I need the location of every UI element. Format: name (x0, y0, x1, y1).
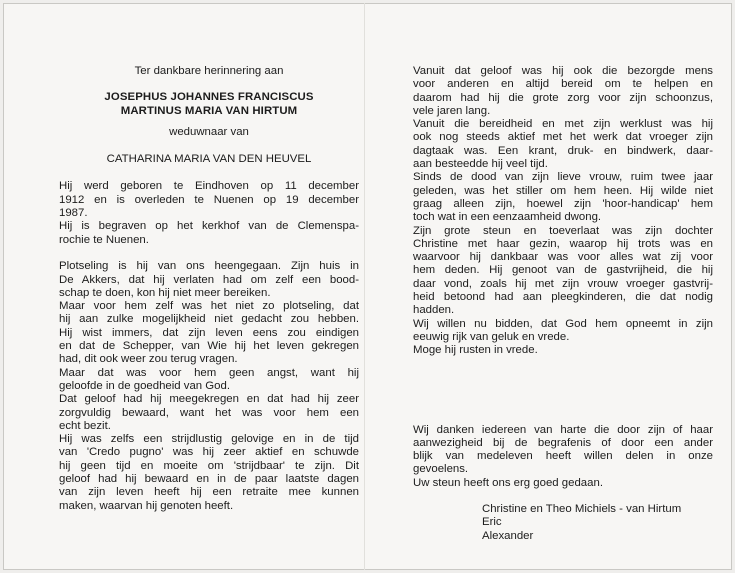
right-page (413, 65, 713, 543)
text-line: aanwezigheid bij de begrafenis of door een ander (413, 436, 713, 449)
signature-eric: Eric (482, 516, 502, 529)
rest-in-peace (413, 344, 713, 357)
text-line: Maar dat was voor hem geen angst, want hij (59, 366, 359, 379)
text-line: Sinds de dood van zijn lieve vrouw, ruim twee jaar (413, 171, 713, 184)
text-line: Hij is begraven op het kerkhof van de Clemenspa- (59, 220, 359, 233)
text-line: 1987. (59, 207, 88, 220)
deceased-name-line-2: MARTINUS MARIA VAN HIRTUM (120, 104, 298, 117)
paragraph (413, 65, 713, 118)
text-line: ook nog steeds aktief met het werk dat vroeger zijn (413, 131, 713, 144)
paragraph (413, 171, 713, 224)
text-line: gevoelens. (413, 463, 469, 476)
text-line: hadden. (413, 304, 455, 317)
paragraph (413, 225, 713, 318)
text-line: Uw steun heeft ons erg goed gedaan. (413, 476, 603, 489)
birth-death-paragraph (59, 180, 359, 220)
text-line: graag alleen zijn, hoewel zijn 'hoor-handicap' hem (413, 197, 713, 210)
text-line: voor anderen en altijd bereid om te helpen en (413, 78, 713, 91)
text-line: geloofde in de goedheid van God. (59, 379, 230, 392)
text-line: Hij was zelfs een strijdlustig gelovige en in de tijd (59, 433, 359, 446)
text-line: hij aan zulke mogelijkheid niet gedacht zou hebben. (59, 313, 359, 326)
text-line: en dat de Schepper, van Wie hij het leven gekregen (59, 340, 359, 353)
text-line: waarvoor hij dankbaar was voor alles wat zij voor (413, 251, 713, 264)
text-line: schap te doen, kon hij niet meer bereiken. (59, 286, 271, 299)
left-page (59, 65, 359, 513)
text-line: Wij danken iedereen van harte die door zijn of haar (413, 423, 713, 436)
signature-alexander: Alexander (482, 529, 534, 542)
spouse-name: CATHARINA MARIA VAN DEN HEUVEL (106, 153, 312, 166)
text-line: toch wat in een eenzaamheid dwong. (413, 211, 602, 224)
text-line: 1912 en is overleden te Nuenen op 19 december (59, 193, 359, 206)
text-line: geloof had hij bewaard en in de paar laatste dagen (59, 473, 359, 486)
intro-line: Ter dankbare herinnering aan (134, 65, 284, 77)
text-line: rochie te Nuenen. (59, 233, 149, 246)
paragraph (59, 433, 359, 513)
text-line: eeuwig rijk van geluk en vrede. (413, 330, 570, 343)
text-line: aan besteedde hij veel tijd. (413, 158, 548, 171)
text-line: Maar voor hem zelf was het niet zo plotseling, dat (59, 300, 359, 313)
text-line: vele jaren lang. (413, 104, 491, 117)
text-line: geleden, was het stiller om hem heen. Hij wilde niet (413, 184, 713, 197)
text-line: Zijn grote steun en toeverlaat was zijn dochter (413, 224, 713, 237)
text-line: dagtaak was. Een krant, druk- en bindwerk, daar- (413, 144, 713, 157)
text-line: Plotseling is hij van ons heengegaan. Zijn huis in (59, 260, 359, 273)
widower-line: weduwnaar van (169, 125, 249, 138)
text-line: daar vond, zoals hij met zijn vrouw vroeger gastvrij- (413, 277, 713, 290)
text-line: had, dit ook weer zou terug vragen. (59, 353, 238, 366)
card-fold (364, 3, 365, 570)
burial-paragraph (59, 220, 359, 247)
text-line: van 'Credo pugno' was hij zeer aktief en schuwde (59, 446, 359, 459)
text-line: maken, waarvan hij genoten heeft. (59, 499, 234, 512)
text-line: Vanuit dat geloof was hij ook die bezorgde mens (413, 65, 713, 77)
text-line: blijk van medeleven heeft willen delen in onze (413, 450, 713, 463)
text-line: heid betoond had aan pleegkinderen, die dat nodig (413, 291, 713, 304)
text-line: hij geen tijd en moeite om 'strijdbaar' te zijn. Dit (59, 459, 359, 472)
paragraph (59, 393, 359, 433)
text-line: Hij werd geboren te Eindhoven op 11 december (59, 180, 359, 193)
text-line: zorgvuldig bewaard, want het was voor hem een (59, 406, 359, 419)
text-line: Hij wist immers, dat zijn leven eens zou eindigen (59, 326, 359, 339)
text-line: Wij willen nu bidden, dat God hem opneemt in zijn (413, 317, 713, 330)
deceased-name-line-1: JOSEPHUS JOHANNES FRANCISCUS (104, 91, 314, 104)
text-line: hem deden. Hij genoot van de gastvrijheid, die hij (413, 264, 713, 277)
text-line: De Akkers, dat hij verlaten had om zelf een bood- (59, 273, 359, 286)
text-line: Dat geloof had hij meegekregen en dat had hij zeer (59, 393, 359, 406)
prayer-paragraph (413, 318, 713, 345)
text-line: Christine met haar gezin, waarop hij trots was en (413, 237, 713, 250)
text-line: Moge hij rusten in vrede. (413, 344, 538, 357)
paragraph (59, 367, 359, 394)
signature-family: Christine en Theo Michiels - van Hirtum (482, 503, 682, 516)
paragraph (413, 118, 713, 171)
text-line: van zijn leven heeft hij een retraite mee kunnen (59, 486, 359, 499)
text-line: daarom had hij die grote zorg voor zijn schoonzus, (413, 91, 713, 104)
thanks-paragraph (413, 424, 713, 477)
text-line: Vanuit die bereidheid en met zijn werklust was hij (413, 118, 713, 131)
paragraph (59, 300, 359, 366)
text-line: echt bezit. (59, 419, 111, 432)
support-line (413, 477, 713, 490)
passing-paragraph (59, 260, 359, 300)
signatures (413, 503, 713, 543)
